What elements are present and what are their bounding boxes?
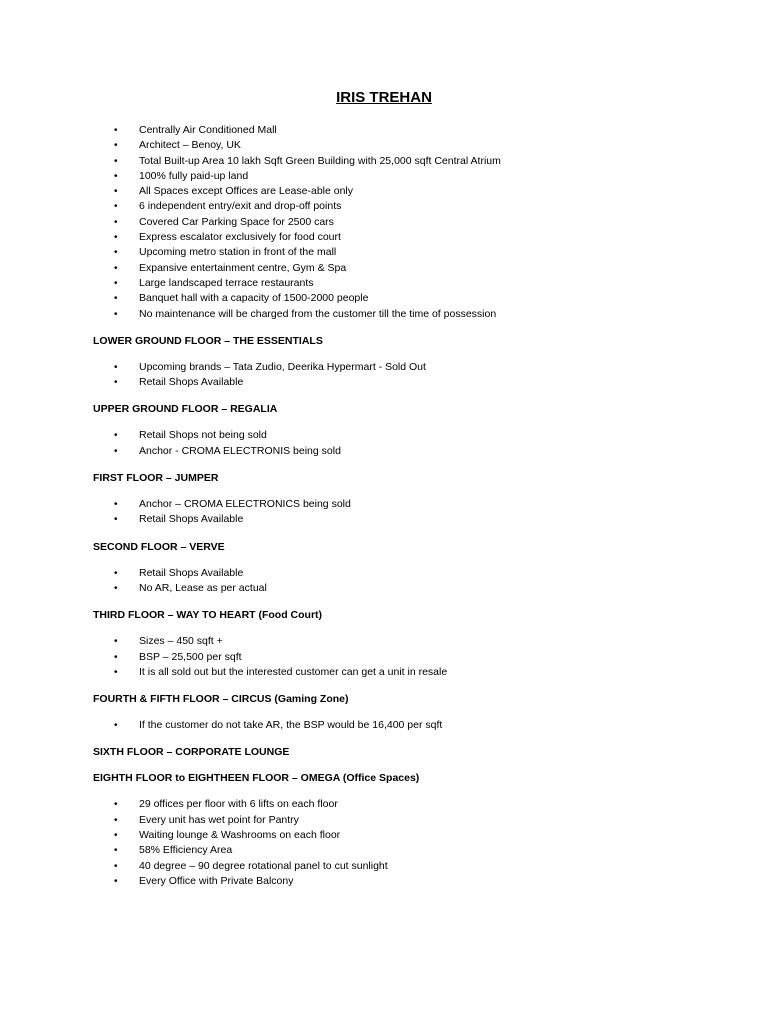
list-item: • Retail Shops Available bbox=[93, 512, 733, 527]
list-item: • Every Office with Private Balcony bbox=[93, 874, 733, 889]
document-title: IRIS TREHAN bbox=[336, 89, 432, 106]
section-heading-sixth-floor: SIXTH FLOOR – CORPORATE LOUNGE bbox=[93, 746, 290, 759]
list-item: • It is all sold out but the interested customer can get a unit in resale bbox=[93, 665, 733, 680]
list-item: • No AR, Lease as per actual bbox=[93, 581, 733, 596]
first-floor-list bbox=[93, 497, 733, 528]
list-item: • BSP – 25,500 per sqft bbox=[93, 650, 733, 665]
bullet-icon: • bbox=[114, 814, 118, 826]
list-item: • If the customer do not take AR, the BSP would be 16,400 per sqft bbox=[93, 718, 733, 733]
bullet-icon: • bbox=[114, 720, 118, 732]
list-item: • Anchor – CROMA ELECTRONICS being sold bbox=[93, 497, 733, 512]
bullet-icon: • bbox=[114, 155, 118, 167]
bullet-icon: • bbox=[114, 361, 118, 373]
list-item: • No maintenance will be charged from the customer till the time of possession bbox=[93, 307, 733, 322]
bullet-icon: • bbox=[114, 830, 118, 842]
bullet-icon: • bbox=[114, 445, 118, 457]
bullet-icon: • bbox=[114, 293, 118, 305]
bullet-icon: • bbox=[114, 636, 118, 648]
bullet-icon: • bbox=[114, 799, 118, 811]
bullet-icon: • bbox=[114, 514, 118, 526]
list-item: • Express escalator exclusively for food court bbox=[93, 230, 733, 245]
list-item: • 100% fully paid-up land bbox=[93, 169, 733, 184]
bullet-icon: • bbox=[114, 651, 118, 663]
list-item: • All Spaces except Offices are Lease-able only bbox=[93, 184, 733, 199]
section-heading-fourth-fifth-floor: FOURTH & FIFTH FLOOR – CIRCUS (Gaming Zone) bbox=[93, 693, 349, 706]
list-item: • Total Built-up Area 10 lakh Sqft Green Building with 25,000 sqft Central Atrium bbox=[93, 154, 733, 169]
bullet-icon: • bbox=[114, 247, 118, 259]
list-item: • Expansive entertainment centre, Gym & Spa bbox=[93, 261, 733, 276]
bullet-icon: • bbox=[114, 377, 118, 389]
list-item: • Sizes – 450 sqft + bbox=[93, 634, 733, 649]
bullet-icon: • bbox=[114, 875, 118, 887]
list-item: • Large landscaped terrace restaurants bbox=[93, 276, 733, 291]
bullet-icon: • bbox=[114, 308, 118, 320]
bullet-icon: • bbox=[114, 262, 118, 274]
bullet-icon: • bbox=[114, 201, 118, 213]
bullet-icon: • bbox=[114, 845, 118, 857]
list-item: • 58% Efficiency Area bbox=[93, 843, 733, 858]
list-item: • Banquet hall with a capacity of 1500-2000 people bbox=[93, 291, 733, 306]
bullet-icon: • bbox=[114, 582, 118, 594]
section-heading-office-floors: EIGHTH FLOOR to EIGHTHEEN FLOOR – OMEGA (Office Spaces) bbox=[93, 772, 420, 785]
fourth-fifth-floor-list bbox=[93, 718, 733, 733]
list-item: • Anchor - CROMA ELECTRONIS being sold bbox=[93, 444, 733, 459]
list-item: • Retail Shops not being sold bbox=[93, 428, 733, 443]
section-heading-second-floor: SECOND FLOOR – VERVE bbox=[93, 540, 225, 553]
list-item: • Upcoming metro station in front of the mall bbox=[93, 245, 733, 260]
bullet-icon: • bbox=[114, 499, 118, 511]
upper-ground-list bbox=[93, 428, 733, 459]
bullet-icon: • bbox=[114, 216, 118, 228]
list-item: • Covered Car Parking Space for 2500 cars bbox=[93, 215, 733, 230]
bullet-icon: • bbox=[114, 170, 118, 182]
bullet-icon: • bbox=[114, 140, 118, 152]
bullet-icon: • bbox=[114, 666, 118, 678]
intro-list bbox=[93, 123, 733, 322]
list-item: • 29 offices per floor with 6 lifts on each floor bbox=[93, 797, 733, 812]
section-heading-third-floor: THIRD FLOOR – WAY TO HEART (Food Court) bbox=[93, 609, 323, 622]
list-item: • Centrally Air Conditioned Mall bbox=[93, 123, 733, 138]
section-heading-first-floor: FIRST FLOOR – JUMPER bbox=[93, 472, 219, 485]
list-item: • 6 independent entry/exit and drop-off points bbox=[93, 199, 733, 214]
second-floor-list bbox=[93, 566, 733, 597]
bullet-icon: • bbox=[114, 567, 118, 579]
list-item: • 40 degree – 90 degree rotational panel to cut sunlight bbox=[93, 859, 733, 874]
list-item: • Every unit has wet point for Pantry bbox=[93, 813, 733, 828]
office-floors-list bbox=[93, 797, 733, 889]
document-body bbox=[93, 123, 733, 889]
list-item: • Retail Shops Available bbox=[93, 566, 733, 581]
section-heading-lower-ground: LOWER GROUND FLOOR – THE ESSENTIALS bbox=[93, 334, 323, 347]
bullet-icon: • bbox=[114, 125, 118, 136]
list-item: • Upcoming brands – Tata Zudio, Deerika Hypermart - Sold Out bbox=[93, 360, 733, 375]
bullet-icon: • bbox=[114, 430, 118, 442]
list-item: • Retail Shops Available bbox=[93, 375, 733, 390]
bullet-icon: • bbox=[114, 186, 118, 198]
lower-ground-list bbox=[93, 360, 733, 391]
bullet-icon: • bbox=[114, 860, 118, 872]
third-floor-list bbox=[93, 634, 733, 680]
bullet-icon: • bbox=[114, 277, 118, 289]
list-item: • Architect – Benoy, UK bbox=[93, 138, 733, 153]
list-item: • Waiting lounge & Washrooms on each floor bbox=[93, 828, 733, 843]
bullet-icon: • bbox=[114, 232, 118, 244]
section-heading-upper-ground: UPPER GROUND FLOOR – REGALIA bbox=[93, 403, 278, 416]
